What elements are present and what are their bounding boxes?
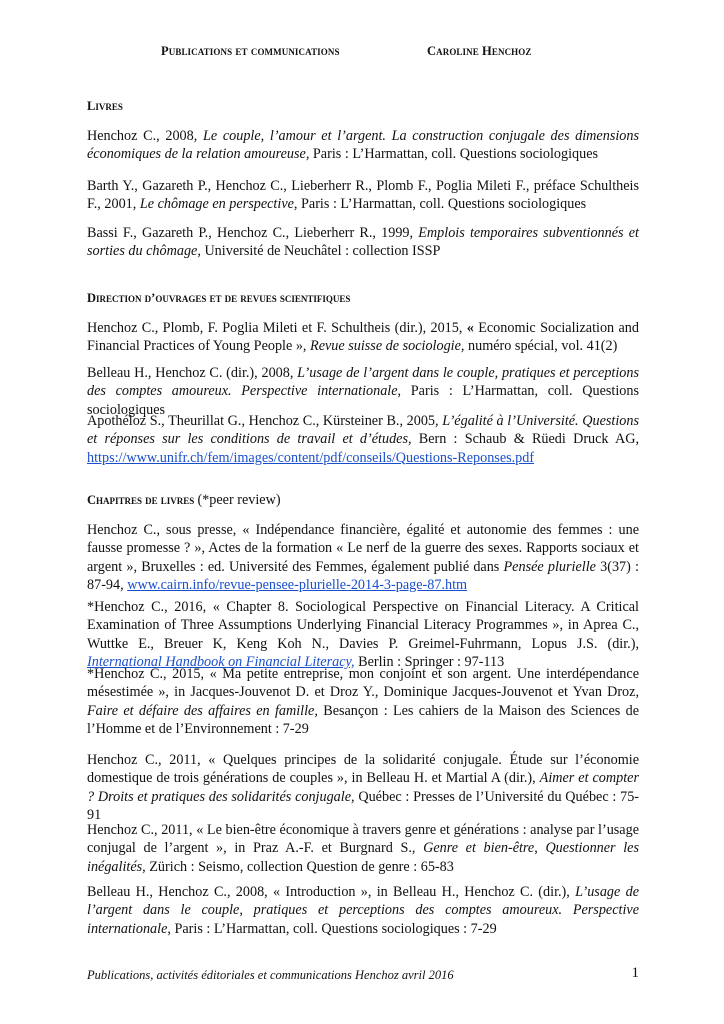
- reference-link[interactable]: International Handbook on Financial Literacy,: [87, 653, 355, 670]
- section-title-chapitres: Chapitres de livres (*peer review): [87, 492, 281, 508]
- edited-work-entry: Henchoz C., Plomb, F. Poglia Mileti et F. Schultheis (dir.), 2015, « Economic Socialization and Financial Practices of Young People », Revue suisse de sociologie, numéro spécial, vol. 41(2): [87, 320, 639, 355]
- page-number: 1: [631, 965, 639, 981]
- section-title-livres: Livres: [87, 99, 123, 113]
- chapter-entry: Henchoz C., 2011, « Quelques principes de la solidarité conjugale. Étude sur l’économie domestique de trois générations de couples », in Belleau H. et Martial A (dir.), Aimer et compter ? Droits et pratiques des solidarités conjugale, Québec : Presses de l’Université du Québec : 75-91: [87, 752, 640, 823]
- header-title: Publications et communications: [161, 44, 340, 58]
- book-entry: Henchoz C., 2008, Le couple, l’amour et l’argent. La construction conjugale des dimensions économiques de la relation amoureuse, Paris : L’Harmattan, coll. Questions sociologiques: [87, 128, 639, 163]
- chapter-entry: Henchoz C., sous presse, « Indépendance financière, égalité et autonomie des femmes : une fausse promesse ? », Actes de la formation « Le nerf de la guerre des sexes. Rapports sociaux et argent », Bruxelles : ed. Université des Femmes, également publié dans Pensée plurielle 3(37) : 87-94, www.cairn.info/revue-pensee-plurielle-2014-3-page-87.htm: [87, 522, 639, 593]
- edited-work-entry: Apothéloz S., Theurillat G., Henchoz C., Kürsteiner B., 2005, L’égalité à l’Université. Questions et réponses sur les conditions de travail et d’études, Bern : Schaub & Rüedi Druck AG, https://www.unifr.ch/fem/images/content/pdf/conseils/Questions-Reponses.pdf: [87, 413, 639, 466]
- footer-text: Publications, activités éditoriales et communications Henchoz avril 2016: [87, 968, 454, 982]
- section-title-direction: Direction d’ouvrages et de revues scientifiques: [87, 291, 351, 305]
- chapter-entry: *Henchoz C., 2016, « Chapter 8. Sociological Perspective on Financial Literacy. A Critical Examination of Three Assumptions Underlying Financial Literacy Programmes », in Aprea C., Wuttke E., Breuer K, Keng Koh N., Davies P. Greimel-Fuhrmann, Lopus J.S. (dir.), International Handbook on Financial Literacy, Berlin : Springer : 97-113: [87, 599, 639, 670]
- chapter-entry: Belleau H., Henchoz C., 2008, « Introduction », in Belleau H., Henchoz C. (dir.), L’usage de l’argent dans le couple, pratiques et perceptions des comptes amoureux. Perspective internationale, Paris : L’Harmattan, coll. Questions sociologiques : 7-29: [87, 884, 639, 937]
- edited-work-entry: Belleau H., Henchoz C. (dir.), 2008, L’usage de l’argent dans le couple, pratiques et perceptions des comptes amoureux. Perspective internationale, Paris : L’Harmattan, coll. Questions sociologiques: [87, 365, 639, 418]
- reference-link[interactable]: https://www.unifr.ch/fem/images/content/pdf/conseils/Questions-Reponses.pdf: [87, 449, 535, 466]
- chapter-entry: Henchoz C., 2011, « Le bien-être économique à travers genre et générations : analyse par l’usage conjugal de l’argent », in Praz A.-F. et Burgnard S., Genre et bien-être, Questionner les inégalités, Zürich : Seismo, collection Question de genre : 65-83: [87, 822, 639, 875]
- chapter-entry: *Henchoz C., 2015, « Ma petite entreprise, mon conjoint et son argent. Une interdépendance mésestimée », in Jacques-Jouvenot D. et Droz Y., Dominique Jacques-Jouvenot et Yvan Droz, Faire et défaire des affaires en famille, Besançon : Les cahiers de la Maison des Sciences de l’Homme et de l’Environnement : 7-29: [87, 666, 639, 737]
- book-entry: Barth Y., Gazareth P., Henchoz C., Lieberherr R., Plomb F., Poglia Mileti F., préface Schultheis F., 2001, Le chômage en perspective, Paris : L’Harmattan, coll. Questions sociologiques: [87, 178, 639, 213]
- reference-link[interactable]: www.cairn.info/revue-pensee-plurielle-2014-3-page-87.htm: [127, 576, 468, 593]
- header-author: Caroline Henchoz: [427, 44, 532, 58]
- book-entry: Bassi F., Gazareth P., Henchoz C., Lieberherr R., 1999, Emplois temporaires subventionnés et sorties du chômage, Université de Neuchâtel : collection ISSP: [87, 225, 639, 260]
- peer-review-note: (*peer review): [197, 492, 281, 508]
- page-footer: [87, 966, 639, 984]
